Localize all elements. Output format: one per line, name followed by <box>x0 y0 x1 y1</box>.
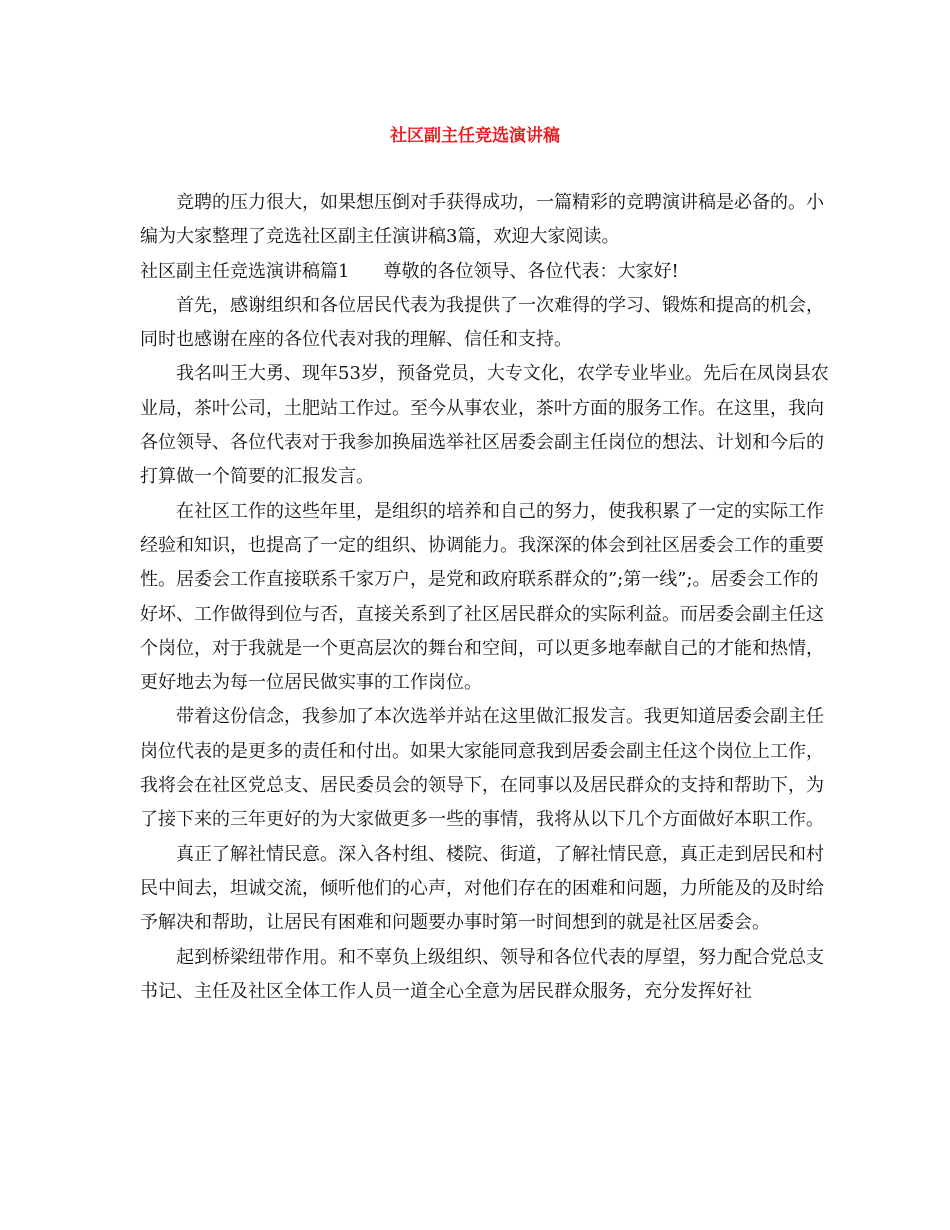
document-body <box>140 186 830 1009</box>
body-paragraph: 真正了解社情民意。深入各村组、楼院、街道，了解社情民意，真正走到居民和村民中间去，坦诚交流，倾听他们的心声，对他们存在的困难和问题，力所能及的及时给予解决和帮助，让居民有困难和问题要办事时第一时间想到的就是社区居委会。 <box>140 843 824 934</box>
body-paragraph: 首先，感谢组织和各位居民代表为我提供了一次难得的学习、锻炼和提高的机会，同时也感谢在座的各位代表对我的理解、信任和支持。 <box>140 294 824 351</box>
body-paragraph: 带着这份信念，我参加了本次选举并站在这里做汇报发言。我更知道居委会副主任岗位代表的是更多的责任和付出。如果大家能同意我到居委会副主任这个岗位上工作，我将会在社区党总支、居民委员会的领导下，在同事以及居民群众的支持和帮助下，为了接下来的三年更好的为大家做更多一些的事情，我将从以下几个方面做好本职工作。 <box>140 706 824 831</box>
section-heading-line <box>140 255 830 289</box>
document-title: 社区副主任竞选演讲稿 <box>390 126 560 146</box>
body-paragraph: 我名叫王大勇、现年53岁，预备党员，大专文化，农学专业毕业。先后在凤岗县农业局，茶叶公司，土肥站工作过。至今从事农业，茶叶方面的服务工作。在这里，我向各位领导、各位代表对于我参加换届选举社区居委会副主任岗位的想法、计划和今后的打算做一个简要的汇报发言。 <box>140 363 829 488</box>
body-paragraph: 起到桥梁纽带作用。和不辜负上级组织、领导和各位代表的厚望，努力配合党总支书记、主任及社区全体工作人员一道全心全意为居民群众服务，充分发挥好社 <box>140 946 824 1002</box>
greeting: 尊敬的各位领导、各位代表：大家好! <box>383 260 679 282</box>
section-heading: 社区副主任竞选演讲稿篇1 <box>140 260 350 282</box>
intro-paragraph: 竞聘的压力很大，如果想压倒对手获得成功，一篇精彩的竞聘演讲稿是必备的。小编为大家整理了竞选社区副主任演讲稿3篇，欢迎大家阅读。 <box>140 192 824 248</box>
body-paragraph: 在社区工作的这些年里，是组织的培养和自己的努力，使我积累了一定的实际工作经验和知识，也提高了一定的组织、协调能力。我深深的体会到社区居委会工作的重要性。居委会工作直接联系千家万户，是党和政府联系群众的”;第一线”;。居委会工作的好坏、工作做得到位与否，直接关系到了社区居民群众的实际利益。而居委会副主任这个岗位，对于我就是一个更高层次的舞台和空间，可以更多地奉献自己的才能和热情，更好地去为每一位居民做实事的工作岗位。 <box>140 500 824 694</box>
